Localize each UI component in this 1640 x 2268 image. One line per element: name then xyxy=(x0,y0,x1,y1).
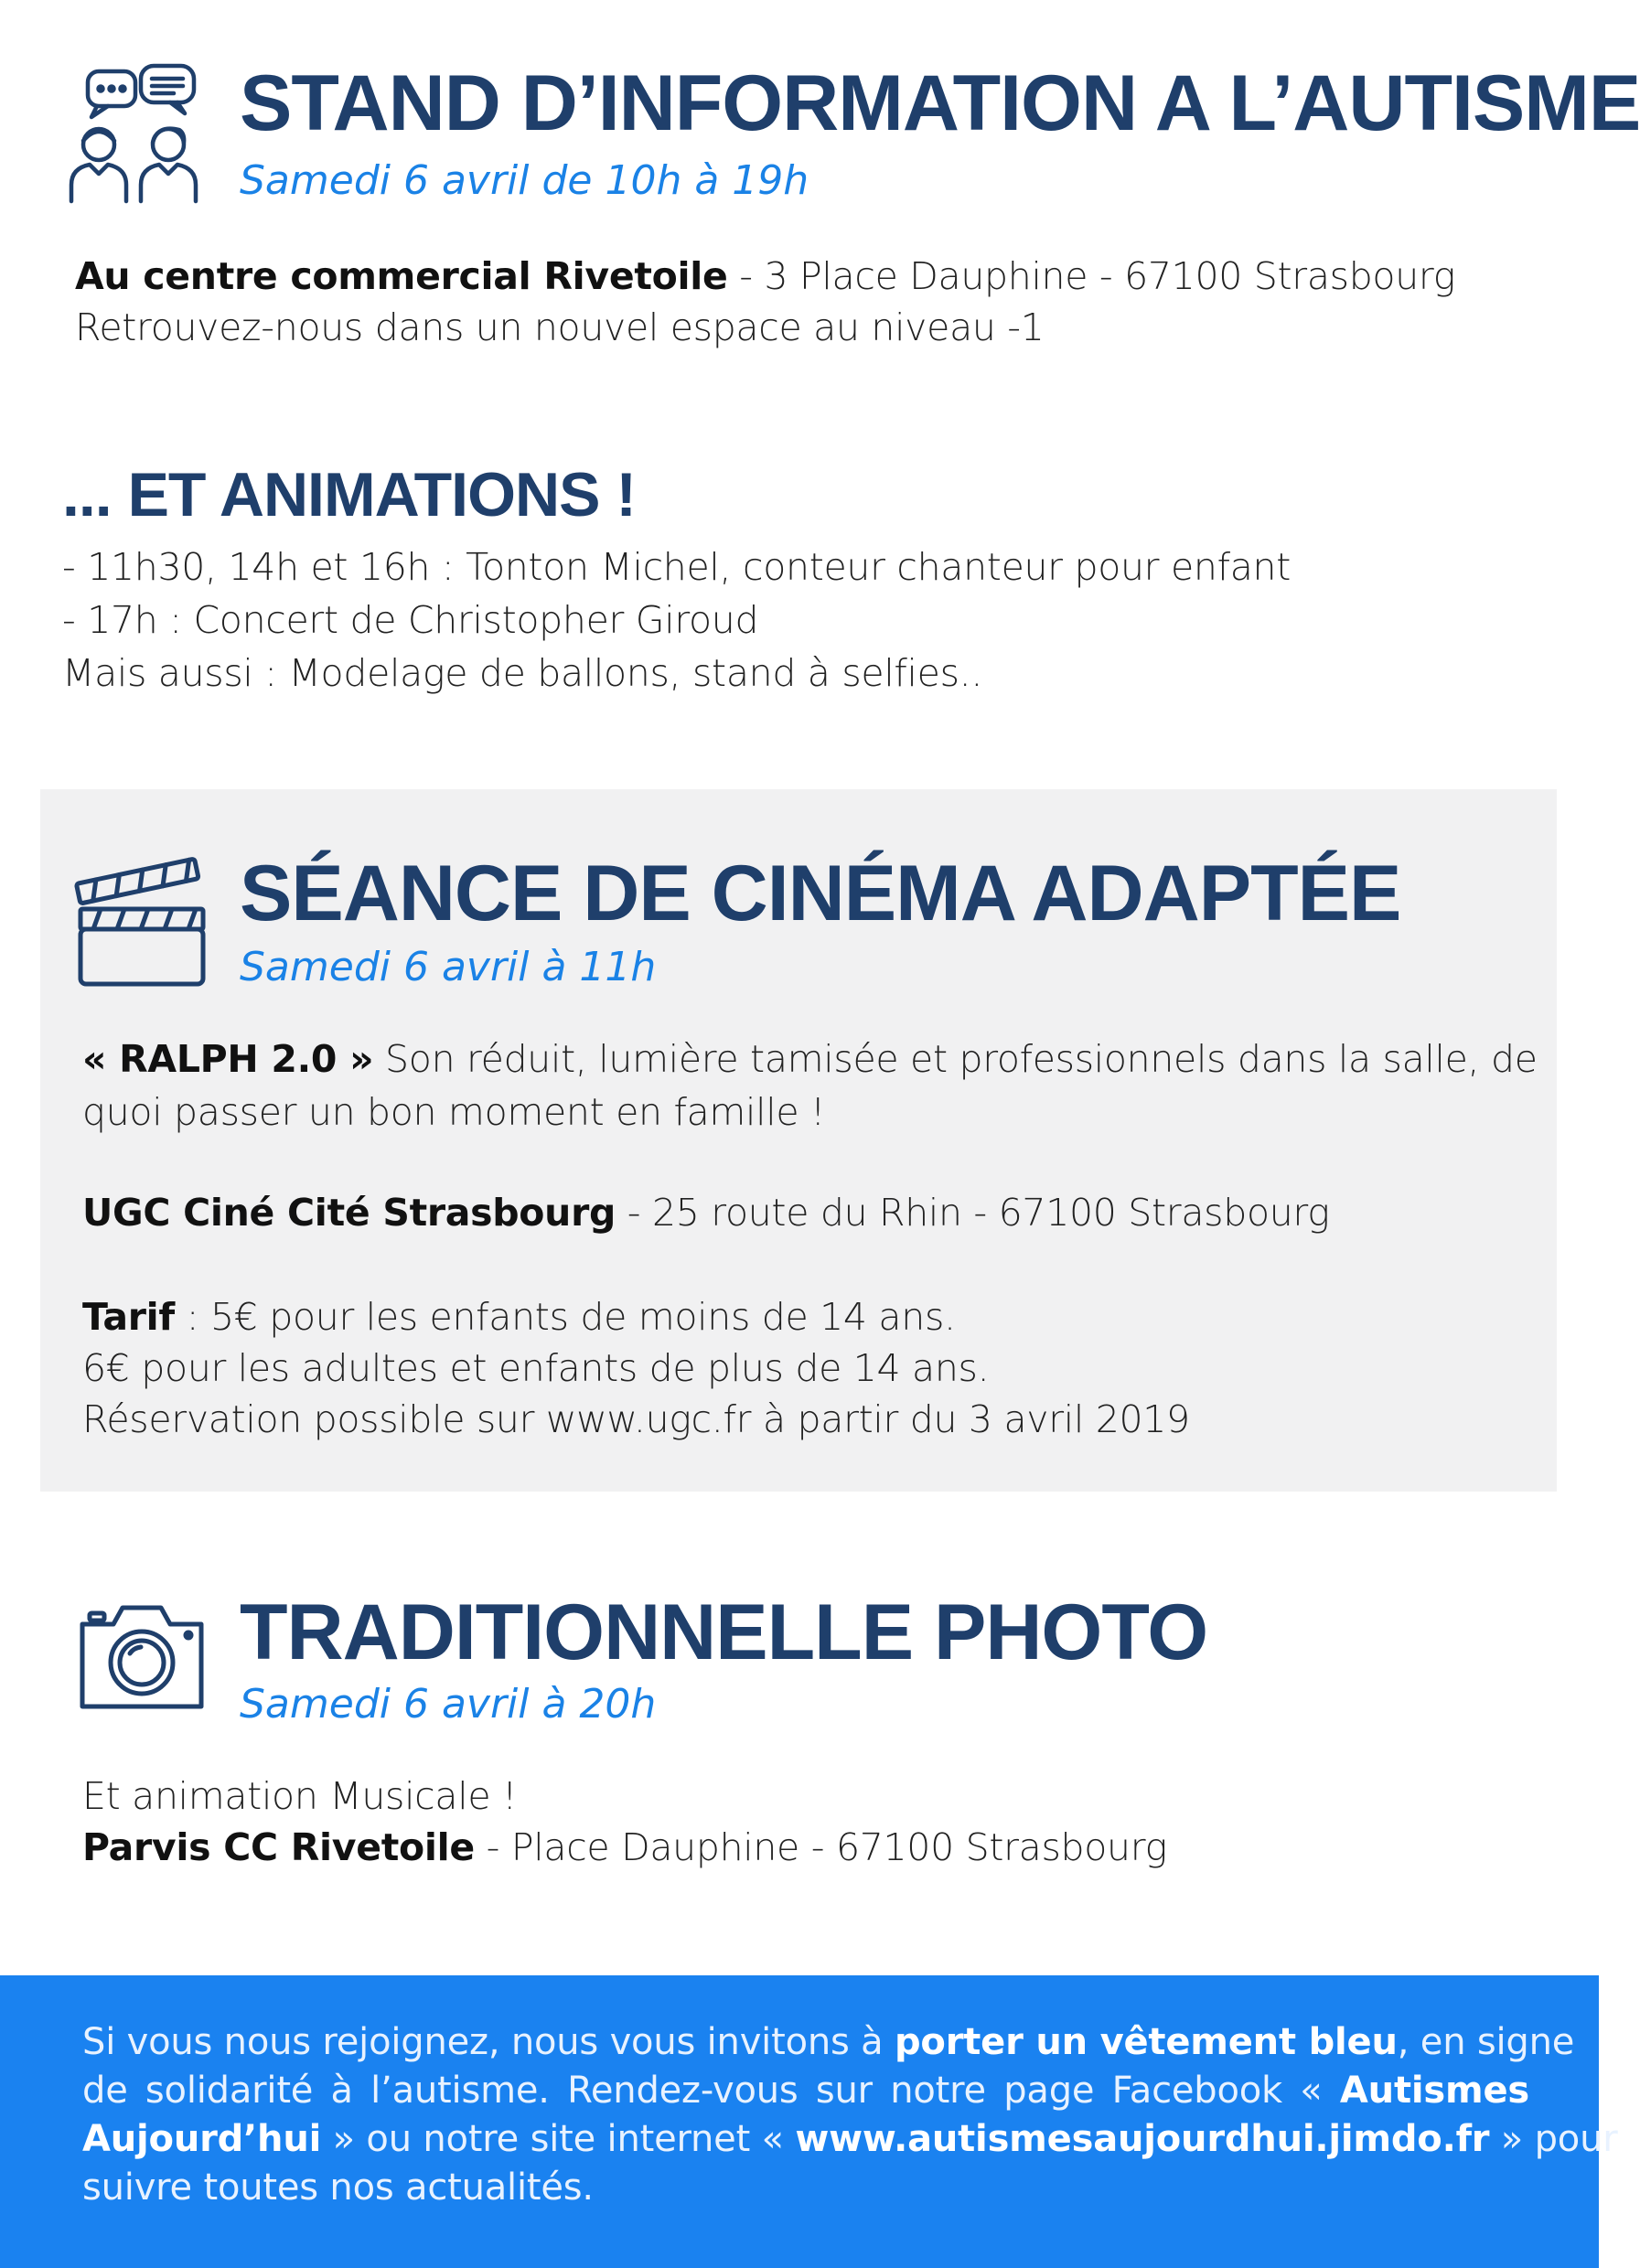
footer-l2-a: de solidarité à l’autisme. Rendez-vous sur notre page Facebook « xyxy=(82,2070,1340,2112)
cinema-reservation: Réservation possible sur www.ugc.fr à partir du 3 avril 2019 xyxy=(82,1397,1190,1441)
cinema-film-name: « RALPH 2.0 » xyxy=(82,1037,374,1081)
animations-line-3: Mais aussi : Modelage de ballons, stand à selfies.. xyxy=(62,651,983,695)
stand-location xyxy=(75,254,1455,298)
animations-line-1: - 11h30, 14h et 16h : Tonton Michel, conteur chanteur pour enfant xyxy=(62,545,1291,589)
footer-banner xyxy=(0,1975,1618,2268)
cinema-tarif-label: Tarif xyxy=(82,1295,175,1339)
footer-line-1 xyxy=(82,2021,1575,2063)
stand-location-address: - 3 Place Dauphine - 67100 Strasbourg xyxy=(727,254,1456,298)
camera-icon xyxy=(73,1597,210,1716)
footer-l1-a: Si vous nous rejoignez, nous vous invitons à xyxy=(82,2021,895,2063)
cinema-venue xyxy=(82,1191,1330,1235)
cinema-tarif-2: 6€ pour les adultes et enfants de plus de 14 ans. xyxy=(82,1346,990,1390)
stand-note: Retrouvez-nous dans un nouvel espace au niveau -1 xyxy=(75,305,1045,349)
cinema-film-desc-1: Son réduit, lumière tamisée et professionnels dans la salle, de xyxy=(373,1037,1538,1081)
cinema-film xyxy=(82,1037,1538,1081)
footer-line-4: suivre toutes nos actualités. xyxy=(82,2166,594,2209)
animations-line-2: - 17h : Concert de Christopher Giroud xyxy=(62,598,759,642)
cinema-venue-address: - 25 route du Rhin - 67100 Strasbourg xyxy=(616,1191,1330,1235)
photo-venue-name: Parvis CC Rivetoile xyxy=(82,1825,475,1869)
clapperboard-icon xyxy=(73,856,210,993)
photo-date: Samedi 6 avril à 20h xyxy=(240,1681,657,1728)
cinema-title: SÉANCE DE CINÉMA ADAPTÉE xyxy=(240,850,1401,937)
photo-venue xyxy=(82,1825,1167,1869)
stand-location-name: Au centre commercial Rivetoile xyxy=(75,254,728,298)
footer-l3-a: Aujourd’hui xyxy=(82,2118,322,2160)
footer-l3-b: » ou notre site internet « xyxy=(321,2118,796,2160)
photo-title: TRADITIONNELLE PHOTO xyxy=(240,1589,1208,1676)
footer-l3-d: » pour xyxy=(1489,2118,1618,2160)
stand-date: Samedi 6 avril de 10h à 19h xyxy=(240,157,809,204)
footer-line-2 xyxy=(82,2070,1529,2112)
footer-line-3 xyxy=(82,2118,1618,2160)
cinema-tarif-1: : 5€ pour les enfants de moins de 14 ans. xyxy=(174,1295,956,1339)
cinema-venue-name: UGC Ciné Cité Strasbourg xyxy=(82,1191,616,1235)
people-chat-icon xyxy=(60,64,207,210)
cinema-film-desc-2: quoi passer un bon moment en famille ! xyxy=(82,1090,826,1134)
animations-title: ... ET ANIMATIONS ! xyxy=(62,460,636,530)
footer-l1-b: porter un vêtement bleu xyxy=(894,2021,1398,2063)
cinema-tarif xyxy=(82,1295,956,1339)
footer-website-link[interactable]: www.autismesaujourdhui.jimdo.fr xyxy=(795,2118,1490,2160)
photo-venue-address: - Place Dauphine - 67100 Strasbourg xyxy=(474,1825,1167,1869)
cinema-date: Samedi 6 avril à 11h xyxy=(240,944,657,990)
footer-l2-b: Autismes xyxy=(1339,2070,1529,2112)
stand-title: STAND D’INFORMATION A L’AUTISME xyxy=(240,59,1640,147)
photo-line-1: Et animation Musicale ! xyxy=(82,1774,518,1818)
footer-l1-c: , en signe xyxy=(1397,2021,1575,2063)
